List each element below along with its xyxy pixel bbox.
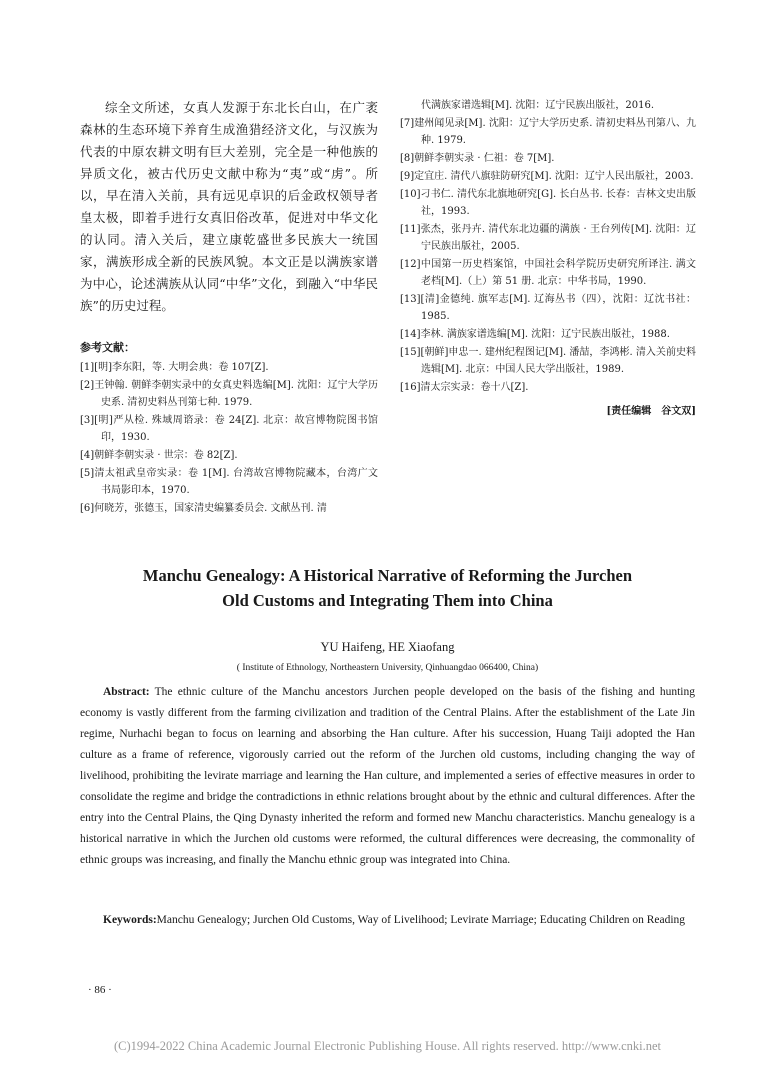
english-title-line-2: Old Customs and Integrating Them into China: [222, 591, 553, 610]
reference-item: [4]朝鲜李朝实录 · 世宗：卷 82[Z].: [80, 450, 238, 461]
reference-item: [6]何晓芳，张德玉，国家清史编纂委员会. 文献丛刊. 清: [80, 503, 327, 514]
reference-item: [9]定宜庄. 清代八旗驻防研究[M]. 沈阳：辽宁人民出版社，2003.: [400, 171, 694, 182]
reference-item: [5]清太祖武皇帝实录：卷 1[M]. 台湾故宫博物院藏本，台湾广文书局影印本，1970.: [80, 468, 378, 496]
abstract-text: The ethnic culture of the Manchu ancestors Jurchen people developed on the basis of the fishing and hunting economy is vastly different from the farming civilization and tradition of the Central Plains. After the establishment of the Late Jin regime, Nurhachi began to focus on learning and absorbing the Han culture. After his succession, Huang Taiji adopted the Han culture as a frame of reference, vigorously carried out the reform of the Jurchen old customs, including changing the way of livelihood, prohibiting the levirate marriage and learning the Han culture, and implemented a series of effective measures in order to consolidate the regime and bridge the contradictions in ethnic relations brought about by the ethnic and cultural differences. After the entry into the Central Plains, the Qing Dynasty inherited the reform and formed new Manchu characteristics. Manchu genealogy is a historical narrative in which the Jurchen old customs were reformed, the cultural differences were decreasing, the commonality of ethnic groups was increasing, and finally the Manchu ethnic group was integrated into China.: [80, 686, 695, 866]
right-column: [400, 97, 696, 417]
left-column: [80, 97, 378, 518]
reference-item: [7]建州闻见录[M]. 沈阳：辽宁大学历史系. 清初史料丛刊第八、九种. 1979.: [400, 118, 696, 146]
reference-item: [13][清]金德纯. 旗军志[M]. 辽海丛书（四），沈阳：辽沈书社：1985.: [400, 294, 696, 322]
abstract-label: Abstract:: [103, 686, 150, 698]
editor-note: [责任编辑 谷文双]: [606, 406, 696, 417]
reference-item: [10]刁书仁. 清代东北旗地研究[G]. 长白丛书. 长春：吉林文史出版社，1993.: [400, 189, 696, 217]
english-title-line-1: Manchu Genealogy: A Historical Narrative of Reforming the Jurchen: [142, 566, 633, 585]
references-heading: 参考文献：: [80, 341, 135, 354]
reference-item: [8]朝鲜李朝实录 · 仁祖：卷 7[M].: [400, 153, 555, 164]
reference-item: [12]中国第一历史档案馆，中国社会科学院历史研究所译注. 满文老档[M].（上）第 51 册. 北京：中华书局，1990.: [400, 259, 696, 287]
authors: YU Haifeng, HE Xiaofang: [320, 640, 455, 654]
page-number: · 86 ·: [88, 984, 112, 996]
reference-item: [16]清太宗实录：卷十八[Z].: [400, 382, 529, 393]
copyright-footer: (C)1994-2022 China Academic Journal Electronic Publishing House. All rights reserved. http://www.cnki.net: [113, 1039, 661, 1053]
keywords-label: Keywords:: [103, 914, 157, 926]
english-title: [80, 563, 695, 613]
reference-item: [11]张杰，张丹卉. 清代东北边疆的满族 · 王台列传[M]. 沈阳：辽宁民族出版社，2005.: [400, 224, 696, 252]
reference-item: [3][明]严从检. 殊域周谘录：卷 24[Z]. 北京：故宫博物院图书馆印，1930.: [80, 415, 378, 443]
keywords: [80, 910, 695, 931]
abstract: [80, 682, 695, 871]
reference-item: [1][明]李东阳，等. 大明会典：卷 107[Z].: [80, 362, 269, 373]
conclusion-paragraph: 综全文所述，女真人发源于东北长白山，在广袤森林的生态环境下养育生成渔猎经济文化，与汉族为代表的中原农耕文明有巨大差别，完全是一种他族的异质文化，被古代历史文献中称为“夷”或“虏”。所以，早在清入关前，具有远见卓识的后金政权领导者皇太极，即着手进行女真旧俗改革，促进对中华文化的认同。清入关后，建立康乾盛世多民族大一统国家，满族形成全新的民族风貌。本文正是以满族家谱为中心，论述满族从认同“中华”文化，到融入“中华民族”的历史过程。: [80, 100, 378, 313]
reference-continuation: 代满族家谱选辑[M]. 沈阳：辽宁民族出版社，2016.: [421, 100, 655, 111]
affiliation: ( Institute of Ethnology, Northeastern University, Qinhuangdao 066400, China): [236, 663, 539, 673]
keywords-text: Manchu Genealogy; Jurchen Old Customs, Way of Livelihood; Levirate Marriage; Educating Children on Reading: [156, 914, 686, 926]
reference-item: [14]李林. 满族家谱选编[M]. 沈阳：辽宁民族出版社，1988.: [400, 329, 670, 340]
reference-item: [2]王钟翰. 朝鲜李朝实录中的女真史料选编[M]. 沈阳：辽宁大学历史系. 清初史料丛刊第七种. 1979.: [80, 380, 378, 408]
reference-item: [15][朝鲜]申忠一. 建州纪程图记[M]. 潘喆，李鸿彬. 清入关前史料选辑[M]. 北京：中国人民大学出版社，1989.: [400, 347, 696, 375]
